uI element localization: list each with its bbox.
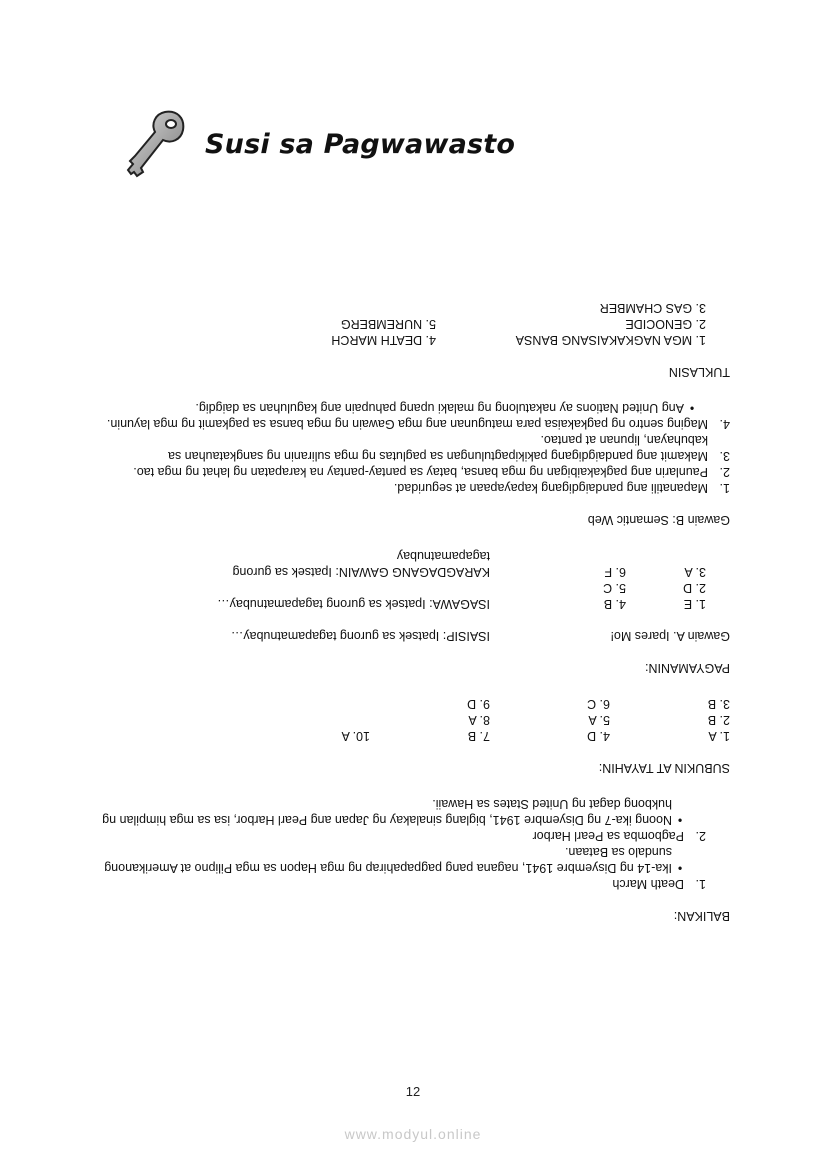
watermark: www.modyul.online (344, 1126, 482, 1142)
item-text: Mapanatili ang pandaigdigang kapayapaan at seguridad. (393, 481, 708, 495)
item-number: 2. (695, 829, 706, 843)
bullet-text: Ang United Nations ay nakatulong ng malaki upang pahupain ang kaguluhan sa daigdig. (195, 401, 684, 415)
answer-cell: 3. A (684, 565, 706, 579)
list-item (100, 828, 730, 844)
page-header (125, 108, 585, 188)
item-number: 1. (719, 481, 730, 495)
answer-cell: 5. C (603, 581, 626, 595)
answer-row (100, 596, 730, 612)
answer-cell: 3. B (707, 697, 730, 711)
section-gawain-b (100, 400, 730, 528)
answer-cell: 1. MGA NAGKAKAISANG BANSA (515, 333, 706, 347)
answer-cell: 4. DEATH MARCH (331, 333, 436, 347)
answer-row (100, 332, 730, 348)
answer-row (100, 628, 730, 644)
list-item (100, 876, 730, 892)
answer-cell: 9. D (467, 697, 490, 711)
isaisip-note: ISAISIP: Ipatsek sa gurong tagapamatnubay… (230, 629, 490, 643)
answer-row (100, 728, 730, 744)
answer-row (100, 548, 730, 580)
answer-cell: 4. D (587, 729, 610, 743)
item-text: Death March (612, 877, 684, 891)
answer-cell: 1. A (708, 729, 730, 743)
section-heading: SUBUKIN AT TAYAHIN: (598, 761, 730, 775)
bullet-text: Noong ika-7 ng Disyembre 1941, biglang sinalakay ng Japan ang Pearl Harbor, isa sa mga himpilan ng hukbong dagat ng United States sa Hawaii. (102, 797, 672, 827)
answer-cell: 3. GAS CHAMBER (599, 301, 706, 315)
key-icon (125, 108, 189, 178)
item-number: 1. (695, 877, 706, 891)
list-item (100, 416, 730, 432)
list-bullet (100, 400, 730, 416)
section-tuklasin (100, 300, 730, 380)
list-bullet (100, 844, 730, 876)
item-text: Pagbomba sa Pearl Harbor (532, 829, 684, 843)
answer-cell: 2. GENOCIDE (625, 317, 706, 331)
section-heading: BALIKAN: (673, 909, 730, 923)
answer-row (100, 580, 730, 596)
section-heading: TUKLASIN (668, 365, 730, 379)
answer-cell: 5. A (588, 713, 610, 727)
list-item (100, 432, 730, 464)
section-heading: PAGYAMANIN: (645, 661, 730, 675)
answer-cell: 2. D (683, 581, 706, 595)
answer-row (100, 712, 730, 728)
item-text: Makamit ang pandaigdigang pakikipagtulungan sa paglutas ng mga suliranin ng sangkatauhan sa kabuhayan, lipunan at pantao. (168, 433, 708, 463)
bullet-icon: • (677, 861, 683, 875)
item-text: Maging sentro ng pagkakaisa para matugunan ang mga Gawain ng mga bansa sa pagkamit ng mga layunin. (106, 417, 708, 431)
answer-row (100, 696, 730, 712)
karagdagang-note: KARAGDAGANG GAWAIN: Ipatsek sa gurong tagapamatnubay (232, 549, 490, 579)
section-pagyamanin (100, 548, 730, 676)
answer-row (100, 300, 730, 316)
answer-cell: 10. A (341, 729, 370, 743)
item-number: 2. (719, 465, 730, 479)
item-text: Paunlarin ang pagkakaibigan ng mga bansa, batay sa pantay-pantay na karapatan ng lahat ng mga tao. (133, 465, 708, 479)
answer-cell: 6. C (587, 697, 610, 711)
section-balikan (100, 796, 730, 924)
answer-key-upside-down (100, 264, 730, 924)
page-title: Susi sa Pagwawasto (205, 129, 516, 160)
list-bullet (100, 796, 730, 828)
answer-cell: 7. B (467, 729, 490, 743)
section-heading: Gawain B: Semantic Web (587, 513, 730, 527)
answer-cell: 1. E (683, 597, 706, 611)
section-subukin (100, 696, 730, 776)
item-number: 4. (719, 417, 730, 431)
list-item (100, 464, 730, 480)
answer-cell: 5. NUREMBERG (340, 317, 436, 331)
answer-row (100, 316, 730, 332)
item-number: 3. (719, 449, 730, 463)
bullet-icon: • (677, 813, 683, 827)
bullet-text: Ika-14 ng Disyembre 1941, nagana pang pagpapahirap ng mga Hapon sa mga Pilipno at Amerikanong sundalo sa Bataan. (104, 845, 672, 875)
answer-cell: 8. A (468, 713, 490, 727)
isagawa-note: ISAGAWA: Ipatsek sa gurong tagapamatnubay… (217, 597, 490, 611)
list-item (100, 480, 730, 496)
answer-cell: 2. B (707, 713, 730, 727)
answer-cell: 4. B (603, 597, 626, 611)
page-number: 12 (405, 1084, 421, 1099)
bullet-icon: • (689, 401, 695, 415)
answer-cell: 6. F (604, 565, 626, 579)
gawain-a-heading: Gawain A. Ipares Mo! (610, 629, 730, 643)
